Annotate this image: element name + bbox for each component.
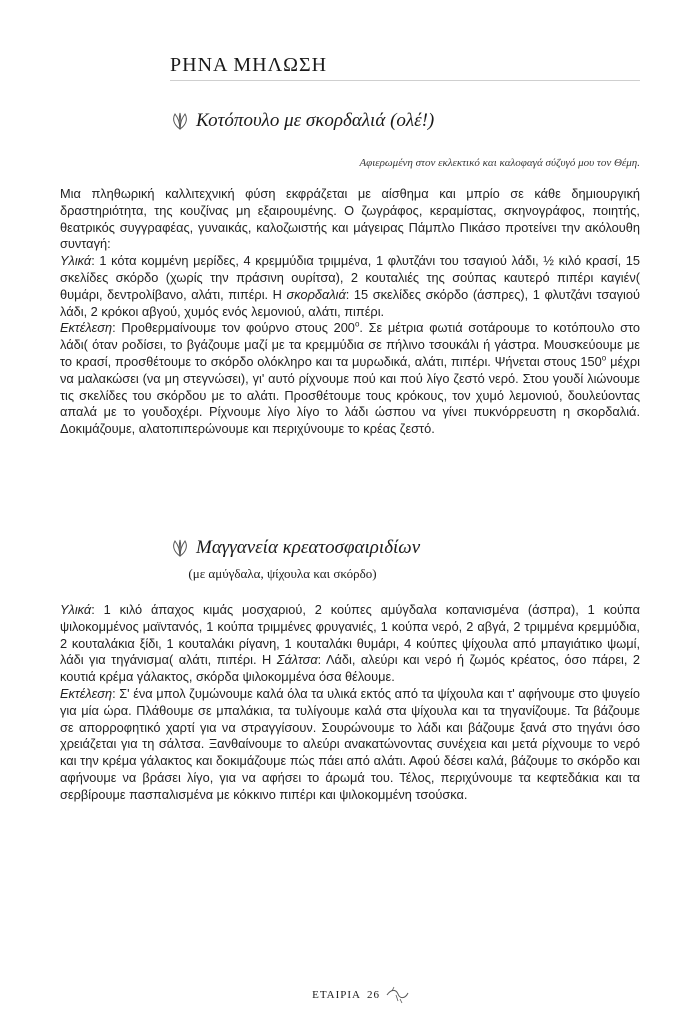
method-label: Εκτέλεση [60,320,113,336]
recipe-2-method: Εκτέλεση: Σ' ένα μπολ ζυμώνουμε καλά όλα τα υλικά εκτός από τα ψίχουλα και τ' αφήνουμε στο ψυγείο για μία ώρα. Πλάθουμε σε μπαλάκια, τα τυλίγουμε καλά στα ψίχουλα και τα τηγανίζουμε. Τα βάζουμε σε απορροφητικό χαρτί για να στραγγίσουν. Σουρώνουμε το λάδι και βάζουμε ξανά στο τηγάνι όσο χρειάζεται για τη σάλτσα. Ξανθαίνουμε το αλεύρι ανακατώνοντας συνέχεια και μετά ρίχνουμε το νερό και την κρέμα γάλακτος και δοκιμάζουμε πώς πάει από αλάτι. Αφού δέσει καλά, βάζουμε το σκόρδο και αφήνουμε να βράσει λίγο, για να αφήσει το άρωμά του. Τέλος, περιχύνουμε τα κεφτεδάκια και τα σερβίρουμε πασπαλισμένα με κόκκινο πιπέρι και ψιλοκομμένη τσούσκα. [60,685,640,802]
leaf-ornament-icon [170,538,190,558]
recipe-1-heading [170,110,434,132]
recipe-1-intro: Μια πληθωρική καλλιτεχνική φύση εκφράζεται με αίσθημα και μπρίο σε κάθε δημιουργική δραστηριότητα, της κουζίνας μη εξαιρουμένης. Ο ζωγράφος, κεραμίστας, σκηνογράφος, ποιητής, θεατρικός συγγραφέας, γυναικάς, καλοζωιστής και μάγειρας Πάμπλο Πικάσο προτείνει την ακόλουθη συνταγή: [60,186,640,252]
sauce-label: σκορδαλιά [286,286,346,302]
page-footer [312,985,410,1005]
publication-name: ΕΤΑΙΡΙΑ [312,989,361,1001]
ingredients-label: Υλικά [60,253,92,269]
ingredients-label: Υλικά [60,602,92,617]
recipe-1-title: Κοτόπουλο με σκορδαλιά (ολέ!) [196,110,435,131]
page-number: 26 [367,989,380,1001]
recipe-1-method: Εκτέλεση: Προθερμαίνουμε τον φούρνο στους $200^o$. Σε μέτρια φωτιά σοτάρουμε το κοτόπουλο στο λάδι( όταν ροδίσει, το βγάζουμε μαζί με τα κρεμμύδια σε πήλινο τσουκάλι ή γάστρα. Μουσκεύουμε με το κρασί, προσθέτουμε το σκόρδο ολόκληρο και τα μυρωδικά, αλάτι, πιπέρι. Ψήνεται στους $150^o$ μέχρι να μαλακώσει (να μη στεγνώσει), γι' αυτό ρίχνουμε πού και πού λίγο ζεστό νερό. Στου γουδί λιώνουμε τις σκελίδες του σκόρδου με το αλάτι. Προσθέτουμε τους κρόκους, τον χυμό λεμονιού, δουλεύοντας απαλά με το γουδοχέρι. Ρίχνουμε λίγο λίγο το λάδι ώσπου να γίνει πυκνόρρευστη η σκορδαλιά. Δοκιμάζουμε, αλατοπιπερώνουμε και περιχύνουμε το κρέας ζεστό. [60,320,640,437]
sauce-label: Σάλτσα [276,652,318,668]
footer-ornament-icon [384,985,410,1005]
recipe-1-body [60,186,640,438]
author-name: ΡΗΝΑ ΜΗΛΩΣΗ [170,54,328,76]
recipe-2-subtitle: (με αμύγδαλα, ψίχουλα και σκόρδο) [188,566,377,581]
recipe-1-ingredients: Υλικά: 1 κότα κομμένη μερίδες, 4 κρεμμύδια τριμμένα, 1 φλυτζάνι του τσαγιού λάδι, ½ κιλό κρασί, 15 σκελίδες σκόρδο (χωρίς την πράσινη ουρίτσα), 2 κουταλιές της σούπας καυτερό πιπέρι καγιέν( θυμάρι, δεντρολίβανο, αλάτι, πιπέρι. Η σκορδαλιά: 15 σκελίδες σκόρδο (άσπρες), 1 φλυτζάνι τσαγιού λάδι, 2 κρόκοι αβγού, χυμός ενός λεμονιού, αλάτι, πιπέρι. [60,253,640,319]
recipe-2-ingredients: Υλικά: 1 κιλό άπαχος κιμάς μοσχαριού, 2 κούπες αμύγδαλα κοπανισμένα (άσπρα), 1 κούπα ψιλοκομμένος μαϊντανός, 1 κούπα τριμμένες φρυγανιές, 1 κούπα νερό, 2 αβγά, 2 τριμμένα κρεμμύδια, 2 κουταλάκια ξίδι, 1 κουταλάκι ρίγανη, 1 κουταλάκι θυμάρι, 4 κούπες ψίχουλα από μπαγιάτικο ψωμί, λάδι για τηγάνισμα( αλάτι, πιπέρι. Η Σάλτσα: Λάδι, αλεύρι και νερό ή ζωμός κρέατος, όσο πάρει, 2 κουτιά κρέμα γάλακτος, σκόρδα ψιλοκομμένα όσα θέλουμε. [60,602,641,685]
recipe-1-dedication: Αφιερωμένη στον εκλεκτικό και καλοφαγά σύζυγό μου τον Θέμη. [359,157,640,169]
recipe-2-heading [170,537,420,559]
header-rule [170,80,640,81]
recipe-2-body [60,602,640,804]
recipe-2-title: Μαγγανεία κρεατοσφαιριδίων [196,537,421,558]
method-label: Εκτέλεση [60,685,113,701]
leaf-ornament-icon [170,111,190,131]
